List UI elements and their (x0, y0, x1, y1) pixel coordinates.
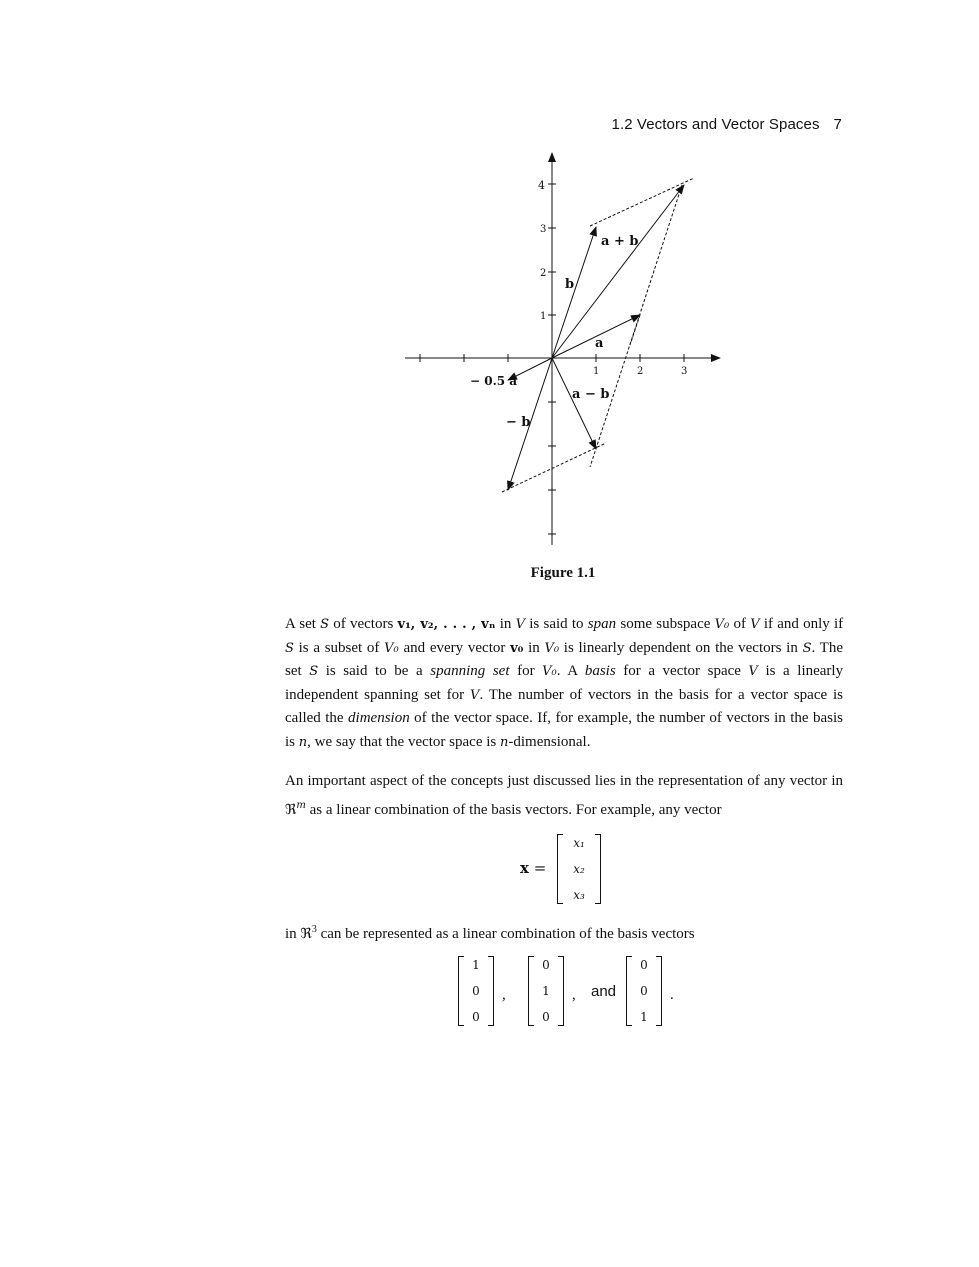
running-header (520, 116, 842, 133)
equation-x: x = (520, 859, 547, 877)
comma: , (572, 987, 576, 1003)
and-word: and (591, 983, 617, 1000)
paragraph-representation: An important aspect of the concepts just discussed lies in the representation of any vector in ℜ$^m$ as a linear combination of the basis vectors. For example, any vector (285, 773, 843, 818)
matrix-entry: 0 (640, 958, 648, 972)
vector-b (552, 227, 596, 358)
basis-vector-e1 (458, 956, 494, 1026)
matrix-entry: 0 (472, 984, 480, 998)
page-number: 7 (833, 116, 842, 133)
period: . (670, 987, 674, 1003)
matrix-entry: x₃ (573, 888, 585, 902)
matrix-entry: x₂ (573, 862, 585, 876)
matrix-entry: 1 (640, 1010, 648, 1024)
y-tick-label: 2 (540, 268, 547, 279)
figure-caption: Figure 1.1 (530, 565, 596, 581)
matrix-entry: 0 (542, 958, 550, 972)
label-a-minus-b: a − b (572, 387, 610, 402)
x-tick-label: 3 (681, 366, 688, 377)
vector-figure (390, 145, 730, 555)
label-a-plus-b: a + b (601, 234, 639, 249)
matrix-entry: 1 (542, 984, 550, 998)
matrix-entry: 0 (472, 1010, 480, 1024)
matrix-entry: 0 (542, 1010, 550, 1024)
label-minus-b: − b (506, 415, 531, 430)
section-title: 1.2 Vectors and Vector Spaces (611, 116, 820, 133)
vector-a-plus-b (552, 185, 684, 358)
paragraph-basis-vectors: in ℜ$^3$ can be represented as a linear combination of the basis vectors (285, 924, 695, 942)
matrix-entry: 1 (472, 958, 480, 972)
vector-a-minus-b (552, 358, 596, 449)
label-b: b (565, 277, 575, 292)
label-a: a (595, 336, 604, 351)
paragraph-span-basis: A set S of vectors v₁, v₂, . . . , vₙ in V is said to span some subspace V₀ of V if and only if S is a subset of V₀ and every vector v₀ in V₀ is linearly dependent on the vectors in S. The set S is said to be a spanning set for V₀. A basis for a vector space V is a linearly independent spanning set for V. The number of vectors in the basis for a vector space is called the dimension of the vector space. If, for example, the number of vectors in the basis is n, we say that the vector space is n-dimensional. (285, 616, 844, 750)
y-tick-label: 4 (538, 179, 545, 192)
y-tick-label: 3 (540, 224, 547, 235)
matrix-entry: x₁ (573, 836, 585, 850)
label-minus-half-a: − 0.5 a (470, 374, 518, 388)
y-tick-label: 1 (540, 311, 547, 322)
x-tick-label: 2 (637, 366, 644, 377)
x-tick-label: 1 (593, 366, 600, 377)
column-vector-x (557, 834, 601, 904)
basis-vector-e3 (626, 956, 662, 1026)
basis-vector-e2 (528, 956, 564, 1026)
comma: , (502, 987, 506, 1003)
matrix-entry: 0 (640, 984, 648, 998)
